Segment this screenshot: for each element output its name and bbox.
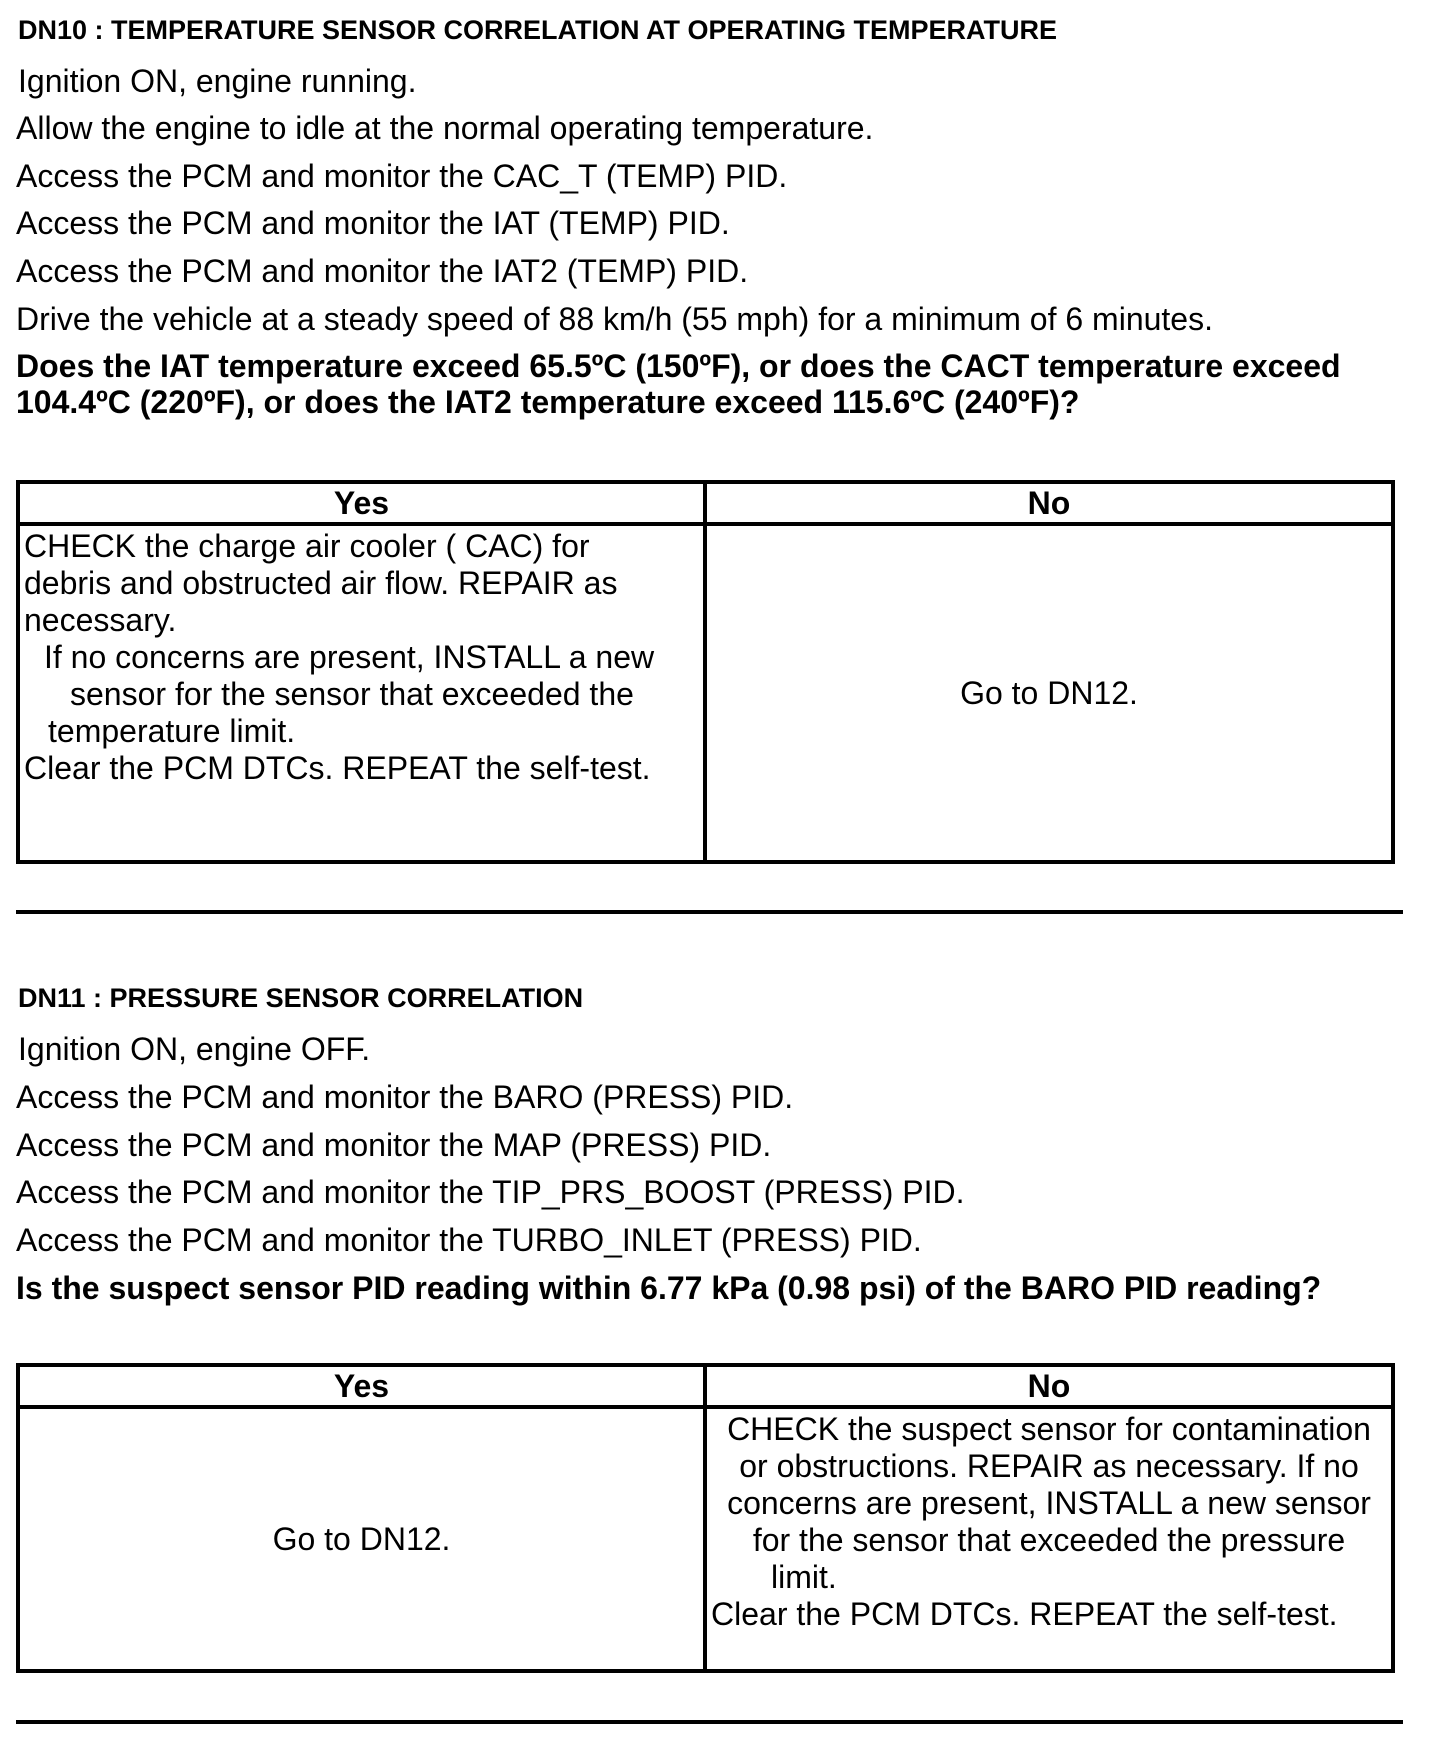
dn10-question <box>16 348 1436 420</box>
dn11-question-line: Is the suspect sensor PID reading within 6.77 kPa (0.98 psi) of the BARO PID reading? <box>16 1270 1322 1306</box>
dn11-decision-table <box>16 1363 1395 1673</box>
dn10-yes-line-2: debris and obstructed air flow. REPAIR as <box>24 565 618 601</box>
dn10-yes-line-5: sensor for the sensor that exceeded the <box>70 676 634 712</box>
dn10-yes-line-6: temperature limit. <box>48 713 296 749</box>
dn11-no-line-1: CHECK the suspect sensor for contamination <box>727 1411 1371 1447</box>
dn10-question-line-2: 104.4ºC (220ºF), or does the IAT2 temperature exceed 115.6ºC (240ºF)? <box>16 384 1080 420</box>
dn10-no-cell <box>705 524 1393 862</box>
dn10-yes-line-3: necessary. <box>24 602 177 638</box>
dn10-step-3: Access the PCM and monitor the CAC_T (TEMP) PID. <box>16 158 788 194</box>
dn11-no-line-5: limit. <box>771 1559 837 1595</box>
dn11-question <box>16 1270 1436 1306</box>
dn10-no-text: Go to DN12. <box>960 674 1138 711</box>
dn10-yes-line-1: CHECK the charge air cooler ( CAC) for <box>24 528 590 564</box>
dn10-yes-line-7: Clear the PCM DTCs. REPEAT the self-test. <box>24 750 651 786</box>
dn10-heading: DN10 : TEMPERATURE SENSOR CORRELATION AT OPERATING TEMPERATURE <box>18 15 1058 45</box>
dn11-no-line-6: Clear the PCM DTCs. REPEAT the self-test. <box>711 1596 1338 1632</box>
dn10-yes-header: Yes <box>18 482 705 524</box>
dn11-yes-header: Yes <box>18 1365 705 1407</box>
dn11-heading: DN11 : PRESSURE SENSOR CORRELATION <box>18 983 584 1013</box>
dn10-question-line-1: Does the IAT temperature exceed 65.5ºC (150ºF), or does the CACT temperature exceed <box>16 348 1341 384</box>
dn11-step-5: Access the PCM and monitor the TURBO_INLET (PRESS) PID. <box>16 1222 922 1258</box>
dn10-no-header: No <box>705 482 1393 524</box>
dn11-yes-cell <box>18 1407 705 1671</box>
dn10-step-5: Access the PCM and monitor the IAT2 (TEMP) PID. <box>16 253 749 289</box>
dn11-step-1: Ignition ON, engine OFF. <box>18 1031 371 1067</box>
dn11-no-header: No <box>705 1365 1393 1407</box>
dn10-step-4: Access the PCM and monitor the IAT (TEMP) PID. <box>16 205 730 241</box>
dn11-no-line-2: or obstructions. REPAIR as necessary. If no <box>739 1448 1359 1484</box>
dn11-no-line-3: concerns are present, INSTALL a new sensor <box>727 1485 1371 1521</box>
dn10-step-6: Drive the vehicle at a steady speed of 88 km/h (55 mph) for a minimum of 6 minutes. <box>16 301 1213 337</box>
dn10-step-1: Ignition ON, engine running. <box>18 63 417 99</box>
dn10-yes-line-4: If no concerns are present, INSTALL a new <box>44 639 655 675</box>
dn11-step-4: Access the PCM and monitor the TIP_PRS_BOOST (PRESS) PID. <box>16 1174 965 1210</box>
dn10-yes-cell <box>18 524 705 862</box>
dn11-no-line-4: for the sensor that exceeded the pressure <box>752 1522 1346 1558</box>
dn11-no-cell <box>705 1407 1393 1671</box>
section-divider-1 <box>16 910 1403 914</box>
dn11-step-3: Access the PCM and monitor the MAP (PRESS) PID. <box>16 1127 772 1163</box>
section-divider-2 <box>16 1720 1403 1724</box>
dn11-yes-text: Go to DN12. <box>272 1520 451 1557</box>
dn11-step-2: Access the PCM and monitor the BARO (PRESS) PID. <box>16 1079 794 1115</box>
dn10-step-2: Allow the engine to idle at the normal operating temperature. <box>16 110 874 146</box>
dn10-decision-table <box>16 480 1395 864</box>
